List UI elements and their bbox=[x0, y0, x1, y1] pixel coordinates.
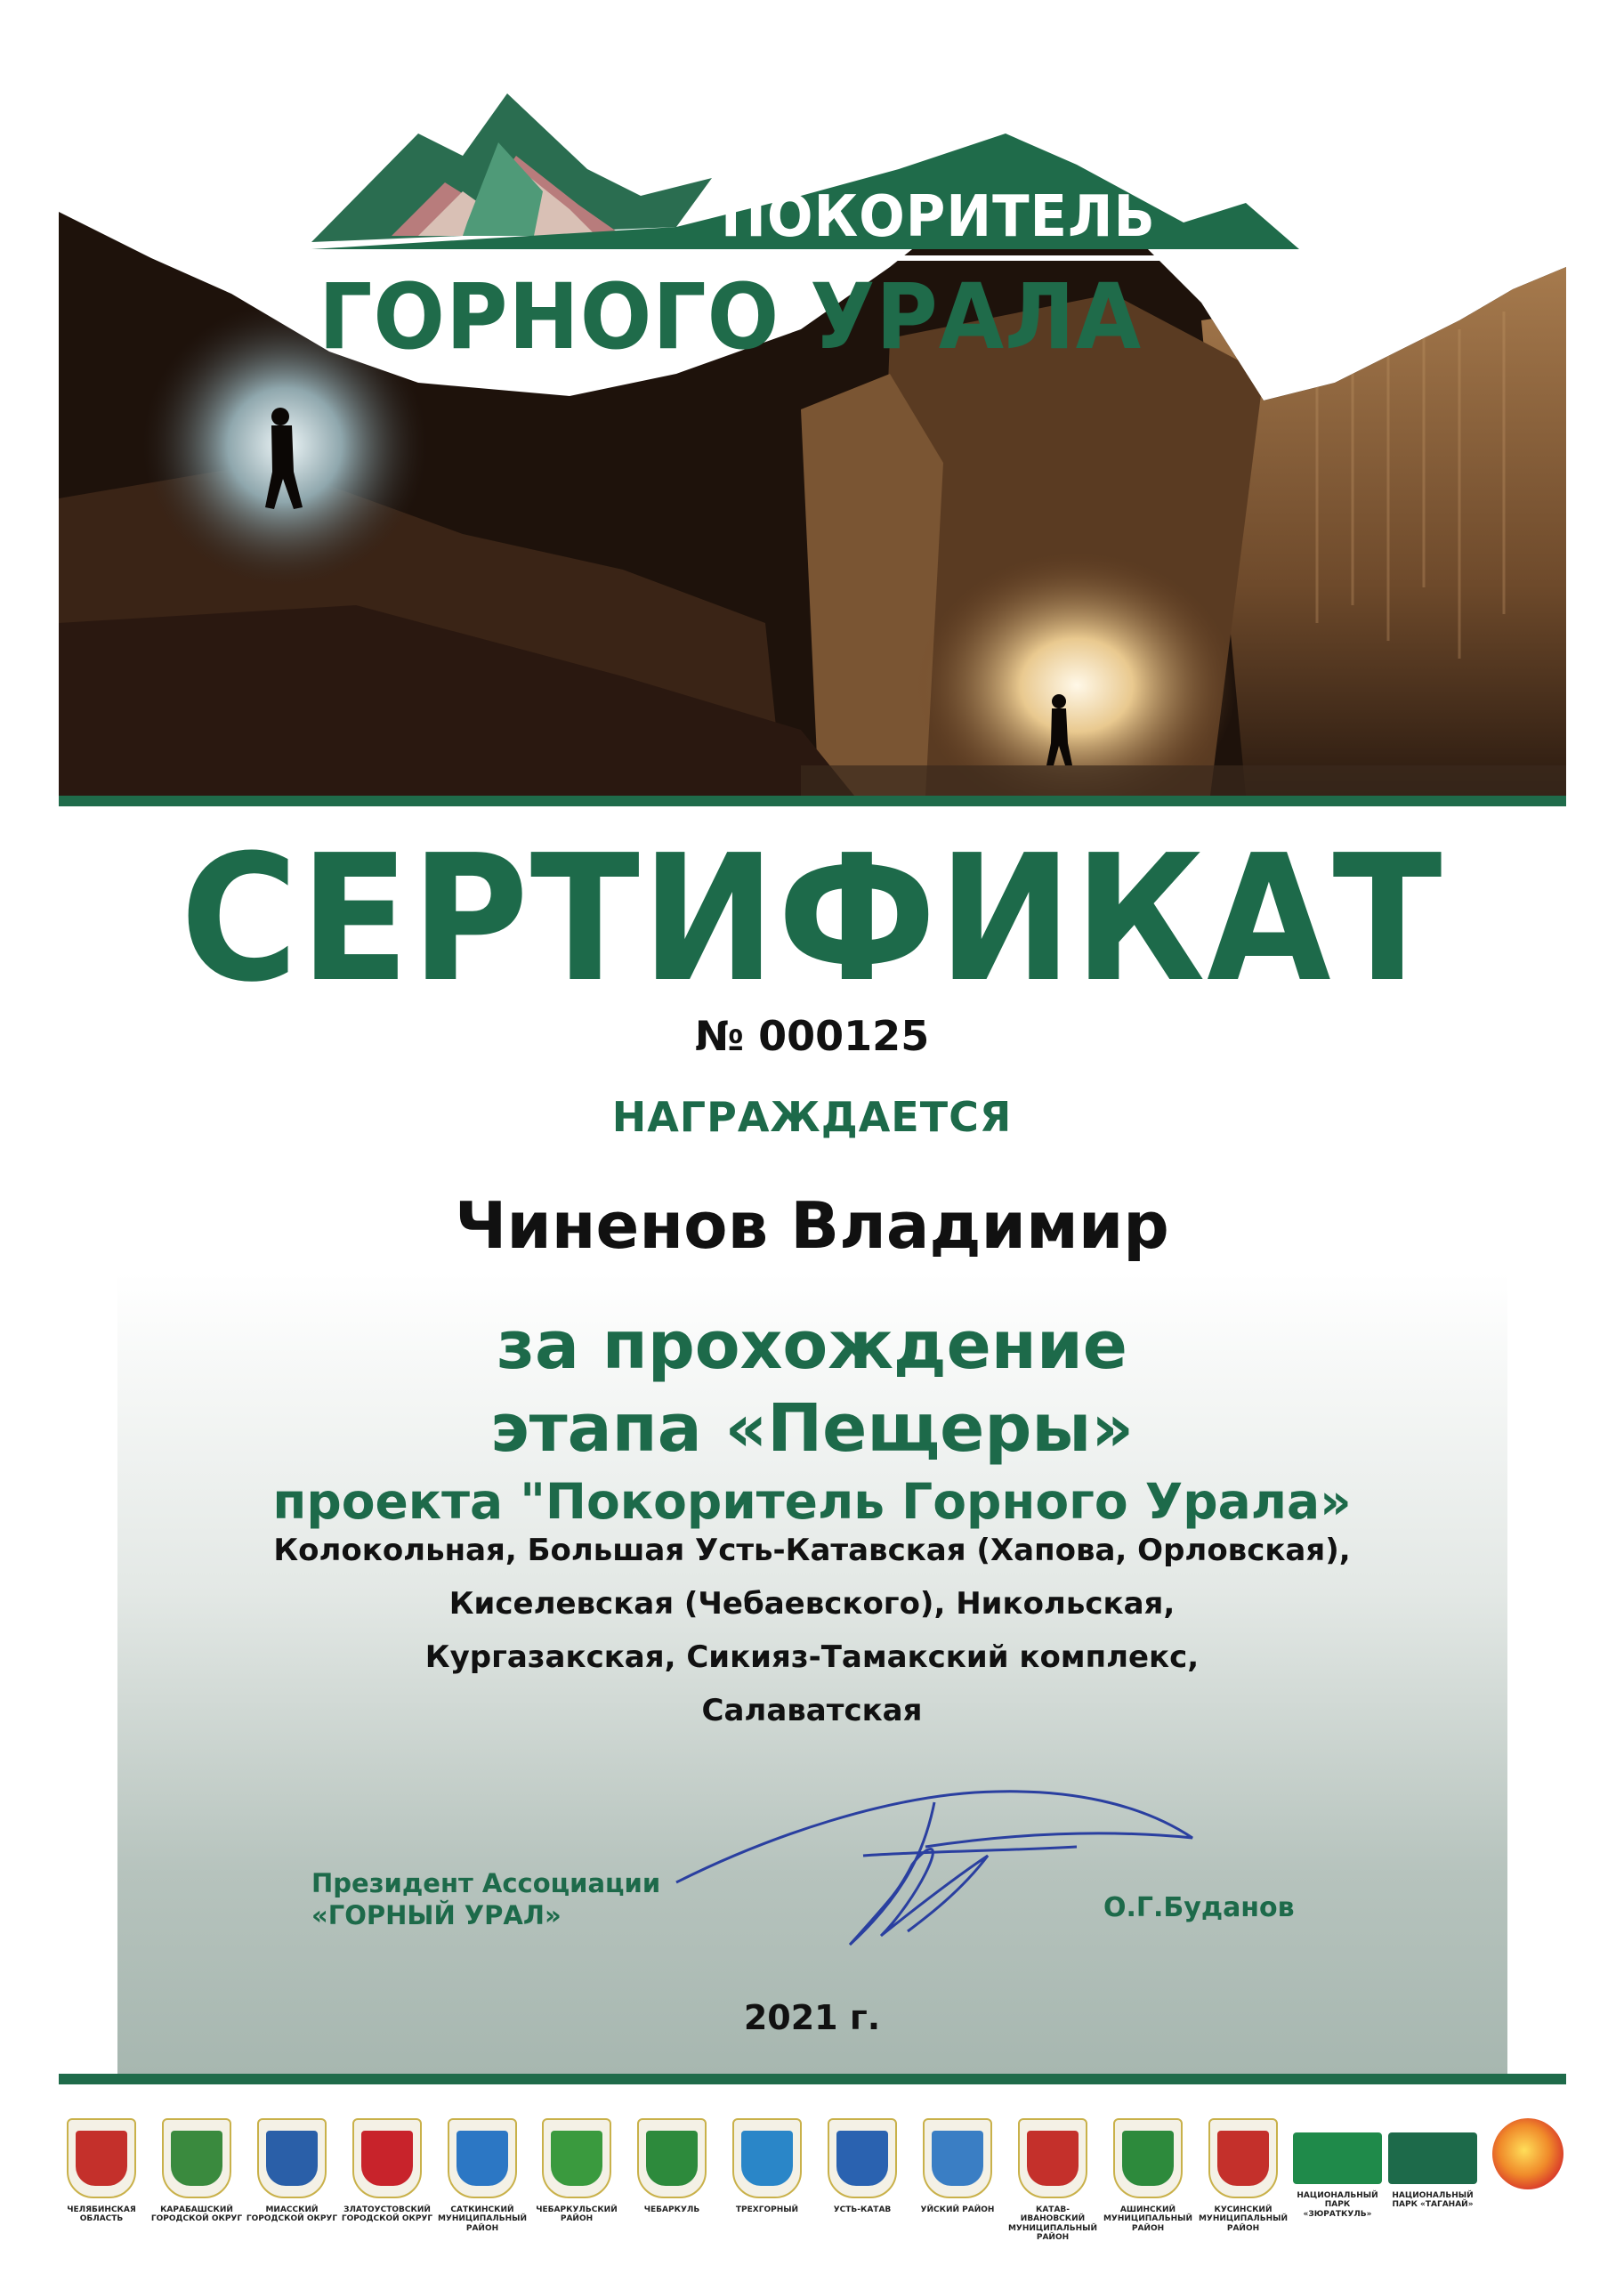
zyuratkul-park-logo-icon bbox=[1293, 2132, 1382, 2184]
uysky-emblem-icon bbox=[923, 2118, 992, 2198]
partner-logo bbox=[1289, 2118, 1386, 2219]
certificate-year: 2021 г. bbox=[743, 1998, 881, 2037]
partner-logo-caption: ЗЛАТОУСТОВСКИЙ ГОРОДСКОЙ ОКРУГ bbox=[341, 2205, 433, 2224]
partner-logo-caption: УЙСКИЙ РАЙОН bbox=[920, 2205, 995, 2214]
partner-logo-caption: МИАССКИЙ ГОРОДСКОЙ ОКРУГ bbox=[246, 2205, 338, 2224]
reason-line-1: за прохождение bbox=[497, 1307, 1127, 1384]
signature-image bbox=[658, 1767, 1210, 1962]
partner-logo bbox=[149, 2118, 245, 2224]
logo-line2: ГОРНОГО УРАЛА bbox=[319, 264, 1143, 370]
cave-photo-illustration bbox=[0, 0, 1624, 805]
chelyabinsk-oblast-emblem-icon bbox=[67, 2118, 136, 2198]
president-line-2: «ГОРНЫЙ УРАЛ» bbox=[311, 1900, 562, 1931]
logo-line1: ПОКОРИТЕЛЬ bbox=[721, 184, 1156, 250]
signer-name: О.Г.Буданов bbox=[1103, 1892, 1295, 1923]
caves-line-4: Салаватская bbox=[701, 1693, 923, 1728]
partner-logo bbox=[53, 2118, 149, 2224]
caves-line-3: Кургазакская, Сикияз-Тамакский комплекс, bbox=[424, 1639, 1200, 1675]
kusa-emblem-icon bbox=[1208, 2118, 1278, 2198]
caves-line-1: Колокольная, Большая Усть-Катавская (Хапова, Орловская), bbox=[273, 1533, 1351, 1568]
partner-logo bbox=[719, 2118, 815, 2214]
recipient-name: Чиненов Владимир bbox=[455, 1188, 1169, 1263]
chebarkul-district-emblem-icon bbox=[542, 2118, 611, 2198]
ust-katav-emblem-icon bbox=[828, 2118, 897, 2198]
certificate-number: № 000125 bbox=[694, 1012, 930, 1060]
taganay-park-logo-icon bbox=[1388, 2132, 1477, 2184]
katav-ivanovsk-emblem-icon bbox=[1018, 2118, 1087, 2198]
partner-logo bbox=[1195, 2118, 1291, 2233]
partner-logo bbox=[814, 2118, 910, 2214]
partner-logo bbox=[1005, 2118, 1101, 2242]
partner-logo bbox=[339, 2118, 435, 2224]
president-title bbox=[311, 1867, 756, 1932]
partner-logo-caption: НАЦИОНАЛЬНЫЙ ПАРК «ЗЮРАТКУЛЬ» bbox=[1297, 2191, 1378, 2219]
partner-logo bbox=[244, 2118, 340, 2224]
karabash-emblem-icon bbox=[162, 2118, 231, 2198]
partner-logo-caption: ЧЕЛЯБИНСКАЯ ОБЛАСТЬ bbox=[67, 2205, 136, 2224]
caves-line-2: Киселевская (Чебаевского), Никольская, bbox=[448, 1586, 1176, 1622]
certificate-title: СЕРТИФИКАТ bbox=[180, 818, 1444, 1021]
header-photo bbox=[0, 0, 1624, 805]
satka-emblem-icon bbox=[448, 2118, 517, 2198]
partner-logo bbox=[1385, 2118, 1481, 2210]
reason-line-2: этапа «Пещеры» bbox=[489, 1390, 1135, 1467]
partner-logo-caption: САТКИНСКИЙ МУНИЦИПАЛЬНЫЙ РАЙОН bbox=[437, 2205, 528, 2233]
chebarkul-emblem-icon bbox=[637, 2118, 707, 2198]
partner-logo-caption: ТРЕХГОРНЫЙ bbox=[735, 2205, 799, 2214]
partner-logo bbox=[909, 2118, 1006, 2214]
partner-logo bbox=[1100, 2118, 1196, 2233]
reason-line-3: проекта "Покоритель Горного Урала» bbox=[272, 1473, 1352, 1530]
partner-logo bbox=[624, 2118, 720, 2214]
partner-logo-caption: ЧЕБАРКУЛЬСКИЙ РАЙОН bbox=[536, 2205, 618, 2224]
partner-logo-caption: КУСИНСКИЙ МУНИЦИПАЛЬНЫЙ РАЙОН bbox=[1198, 2205, 1289, 2233]
partner-logo-caption: КАРАБАШСКИЙ ГОРОДСКОЙ ОКРУГ bbox=[150, 2205, 243, 2224]
zlatoust-emblem-icon bbox=[352, 2118, 422, 2198]
partner-logos bbox=[53, 2118, 1575, 2278]
awarded-label: НАГРАЖДАЕТСЯ bbox=[611, 1093, 1013, 1141]
partner-logo-caption: ЧЕБАРКУЛЬ bbox=[643, 2205, 700, 2214]
partner-logo-caption: КАТАВ-ИВАНОВСКИЙ МУНИЦИПАЛЬНЫЙ РАЙОН bbox=[1007, 2205, 1098, 2243]
asha-emblem-icon bbox=[1113, 2118, 1183, 2198]
miass-emblem-icon bbox=[257, 2118, 327, 2198]
top-divider bbox=[59, 796, 1566, 806]
partner-logo-caption: УСТЬ-КАТАВ bbox=[833, 2205, 892, 2214]
partner-logo-caption: НАЦИОНАЛЬНЫЙ ПАРК «ТАГАНАЙ» bbox=[1392, 2191, 1474, 2210]
partner-logo bbox=[529, 2118, 625, 2224]
partner-logo bbox=[1480, 2118, 1576, 2197]
partner-logo bbox=[434, 2118, 530, 2233]
bottom-divider bbox=[59, 2074, 1566, 2084]
trekhgorny-emblem-icon bbox=[732, 2118, 802, 2198]
president-line-1: Президент Ассоциации bbox=[311, 1868, 661, 1898]
sun-emblem-icon bbox=[1492, 2118, 1563, 2189]
partner-logo-caption: АШИНСКИЙ МУНИЦИПАЛЬНЫЙ РАЙОН bbox=[1103, 2205, 1193, 2233]
